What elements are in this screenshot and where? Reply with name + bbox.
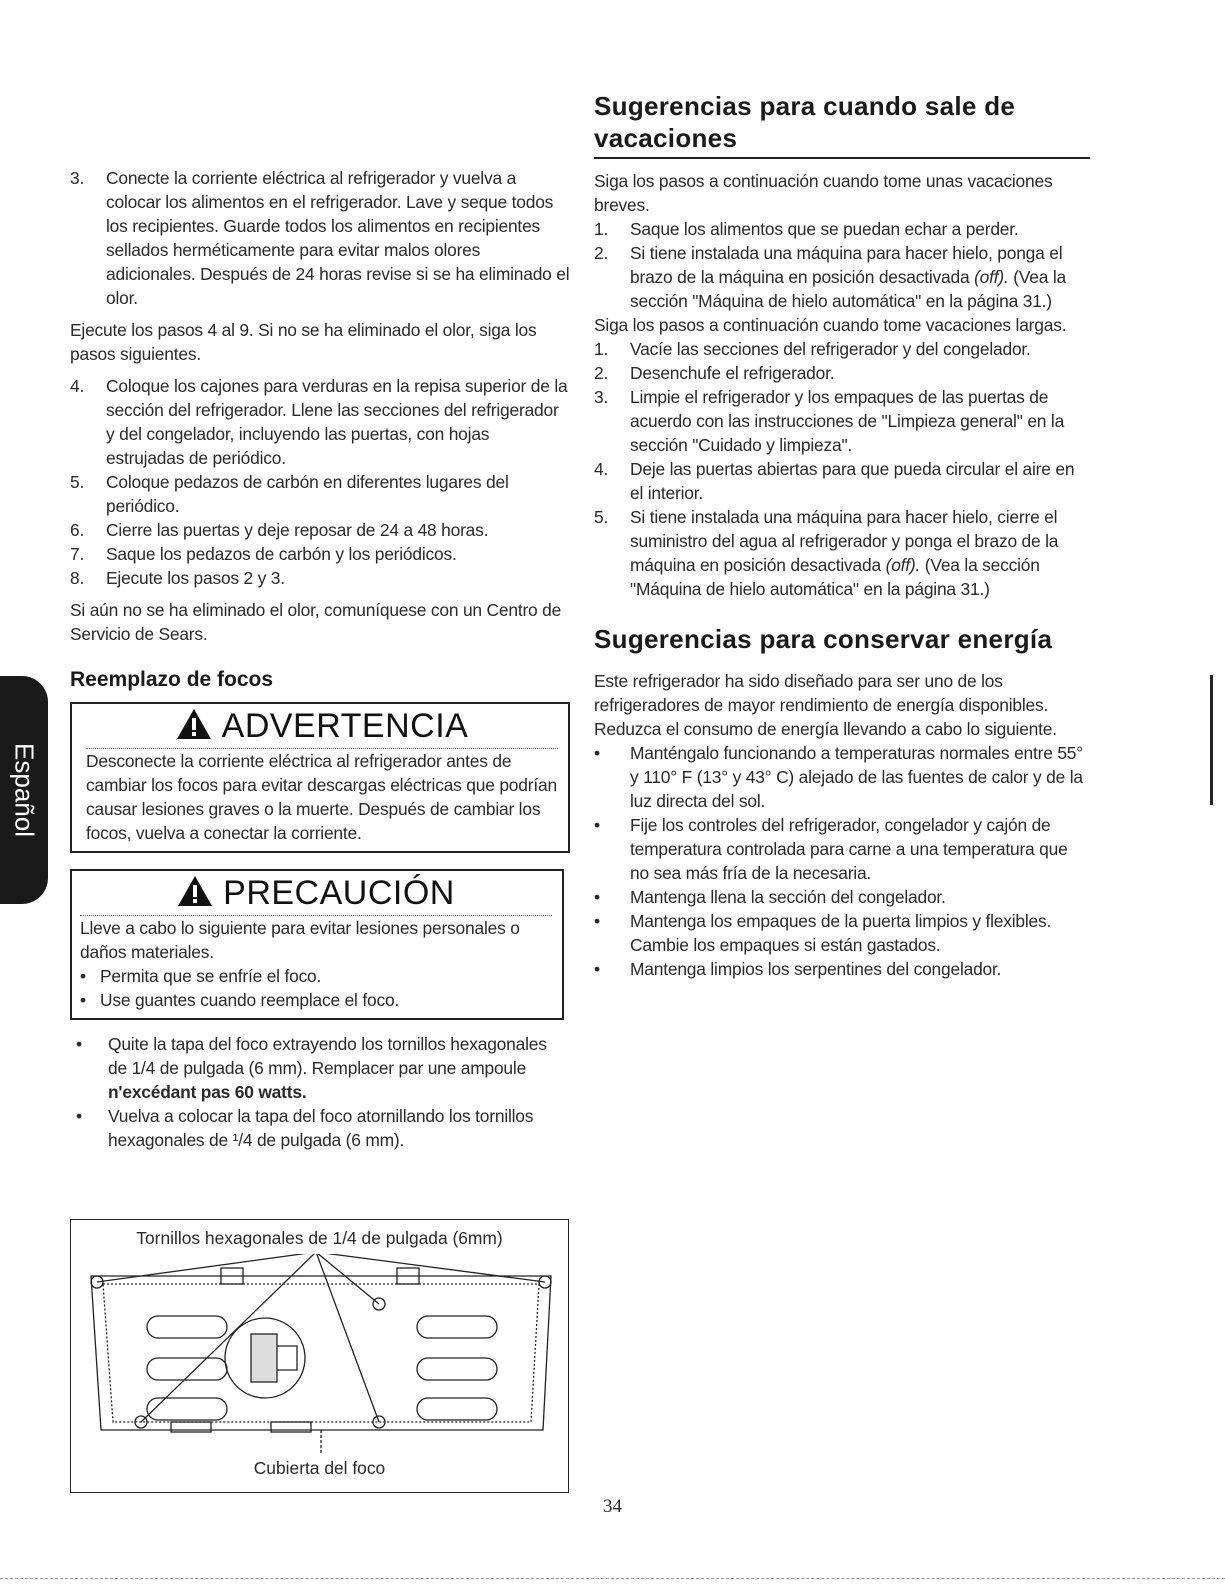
odor-paragraph-1: Ejecute los pasos 4 al 9. Si no se ha eliminado el olor, siga los pasos siguientes. xyxy=(70,320,537,364)
long-vacation-steps xyxy=(594,337,1090,601)
odor-paragraph-2: Si aún no se ha eliminado el olor, comuníquese con un Centro de Servicio de Sears. xyxy=(70,600,562,644)
warning-text: Desconecte la corriente eléctrica al refrigerador antes de cambiar los focos para evitar descargas eléctricas que podrían causar lesiones graves o la muerte. Después de cambiar los focos, vuelva a conectar la corriente. xyxy=(86,751,557,843)
list-item: • Permita que se enfríe el foco. xyxy=(80,966,322,986)
caution-box xyxy=(70,869,564,1020)
caution-triangle-icon xyxy=(177,875,213,907)
list-item: 3. Conecte la corriente eléctrica al refrigerador y vuelva a colocar los alimentos en el refrigerador. Lave y seque todos los recipientes. Guarde todos los alimentos en recipientes sellados herméticamente para evitar malos olores adicionales. Después de 24 horas revise si se ha eliminado el olor. xyxy=(70,168,570,308)
caution-title: PRECAUCIÓN xyxy=(223,874,455,912)
figure-top-label: Tornillos hexagonales de 1/4 de pulgada (6mm) xyxy=(136,1228,503,1248)
short-vacation-intro: Siga los pasos a continuación cuando tome unas vacaciones breves. xyxy=(594,171,1053,215)
bulbs-heading: Reemplazo de focos xyxy=(70,668,274,691)
list-item: • Fije los controles del refrigerador, congelador y cajón de temperatura controlada para carne a una temperatura que no sea más fría de la necesaria. xyxy=(594,815,1068,883)
list-item: 3. Limpie el refrigerador y los empaques de las puertas de acuerdo con las instrucciones de "Limpieza general" en la sección "Cuidado y limpieza". xyxy=(594,387,1065,455)
list-item: • Vuelva a colocar la tapa del foco atornillando los tornillos hexagonales de ¹/4 de pulgada (6 mm). xyxy=(76,1106,534,1150)
right-column xyxy=(594,90,1090,981)
language-tab-label: Español xyxy=(9,743,40,837)
list-item: • Mantenga llena la sección del congelador. xyxy=(594,887,946,907)
odor-step-3 xyxy=(70,166,570,310)
bulb-cover-figure xyxy=(70,1219,569,1493)
caution-title-row xyxy=(80,871,552,915)
list-item: 5. Si tiene instalada una máquina para hacer hielo, cierre el suministro del agua al refrigerador y ponga el brazo de la máquina en posición desactivada (off). (Vea la sección "Máquina de hielo automática" en la página 31.) xyxy=(594,507,1059,599)
caution-text: Lleve a cabo lo siguiente para evitar lesiones personales o daños materiales. xyxy=(80,918,520,962)
short-vacation-steps xyxy=(594,217,1090,313)
vacation-heading: Sugerencias para cuando sale de vacaciones xyxy=(594,91,1016,153)
warning-triangle-icon xyxy=(176,708,212,740)
caution-bullets xyxy=(80,964,552,1012)
warning-title-row xyxy=(86,704,558,748)
bulb-cover-illustration xyxy=(71,1254,568,1454)
page-bottom-rule xyxy=(0,1578,1225,1579)
list-item: • Manténgalo funcionando a temperaturas normales entre 55° y 110° F (13° y 43° C) alejado de las fuentes de calor y de la luz directa del sol. xyxy=(594,743,1084,811)
left-column xyxy=(70,166,570,1152)
margin-bar xyxy=(1210,675,1213,805)
list-item: 2. Si tiene instalada una máquina para hacer hielo, ponga el brazo de la máquina en posición desactivada (off). (Vea la sección "Máquina de hielo automática" en la página 31.) xyxy=(594,243,1067,311)
list-item: 6. Cierre las puertas y deje reposar de 24 a 48 horas. xyxy=(70,520,489,540)
heading-rule xyxy=(594,157,1090,159)
energy-bullets xyxy=(594,741,1090,981)
list-item: 1. Saque los alimentos que se puedan echar a perder. xyxy=(594,219,1019,239)
list-item: 4. Coloque los cajones para verduras en la repisa superior de la sección del refrigerador. Llene las secciones del refrigerador y del congelador, incluyendo las puertas, con hojas estrujadas de periódico. xyxy=(70,376,568,468)
list-item: 4. Deje las puertas abiertas para que pueda circular el aire en el interior. xyxy=(594,459,1075,503)
list-item: • Mantenga limpios los serpentines del congelador. xyxy=(594,959,1002,979)
energy-intro: Este refrigerador ha sido diseñado para ser uno de los refrigeradores de mayor rendimiento de energía disponibles. Reduzca el consumo de energía llevando a cabo lo siguiente. xyxy=(594,671,1057,739)
list-item: 7. Saque los pedazos de carbón y los periódicos. xyxy=(70,544,457,564)
list-item: • Quite la tapa del foco extrayendo los tornillos hexagonales de 1/4 de pulgada (6 mm). Remplacer par une ampoule n'excédant pas 60 watts. xyxy=(76,1034,547,1102)
language-tab xyxy=(0,676,48,904)
page-number: 34 xyxy=(603,1496,622,1517)
list-item: • Mantenga los empaques de la puerta limpios y flexibles. Cambie los empaques si están gastados. xyxy=(594,911,1052,955)
bulb-steps-list xyxy=(70,1032,570,1152)
step-text: Conecte la corriente eléctrica al refrigerador y vuelva a colocar los alimentos en el refrigerador. Lave y seque todos los recipientes. Guarde todos los alimentos en recipientes sellados herméticamente para evitar malos olores adicionales. Después de 24 horas revise si se ha eliminado el olor. xyxy=(106,168,570,308)
list-item: • Use guantes cuando reemplace el foco. xyxy=(80,990,400,1010)
energy-heading: Sugerencias para conservar energía xyxy=(594,624,1053,654)
odor-steps-list xyxy=(70,374,570,590)
figure-bottom-label: Cubierta del foco xyxy=(253,1458,386,1478)
warning-box xyxy=(70,702,570,853)
list-item: 8. Ejecute los pasos 2 y 3. xyxy=(70,568,285,588)
list-item: 2. Desenchufe el refrigerador. xyxy=(594,363,835,383)
list-item: 1. Vacíe las secciones del refrigerador y del congelador. xyxy=(594,339,1031,359)
long-vacation-intro: Siga los pasos a continuación cuando tome vacaciones largas. xyxy=(594,315,1067,335)
list-item: 5. Coloque pedazos de carbón en diferentes lugares del periódico. xyxy=(70,472,509,516)
warning-title: ADVERTENCIA xyxy=(221,707,469,745)
